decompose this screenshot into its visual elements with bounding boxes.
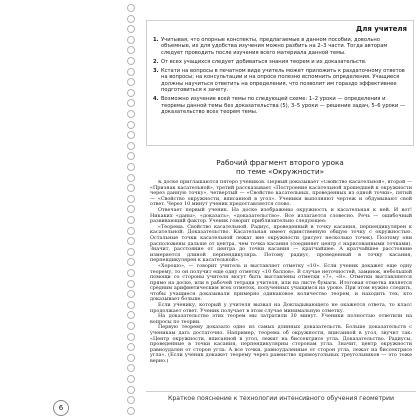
paragraph: Первую теорему доказало одно из самых длинных доказательств. Больше доказательств с ученикам дать достаточно. Например, теорема об окружности, вписанной в угол, звучит так: «Центр окружности, вписанной в угол, лежит на биссектрисе угла. Доказательство. Радиусы, проведенные в точки касания, перпендикулярны сторонам угла. Значит, центр окружности равноудален от сторон угла. А все точки, равноудаленные от сторон угла, лежат на биссектрисе угла». (Если ученик докажет теорему через равенство прямоугольных треугольников — это тоже верно.) bbox=[150, 324, 412, 364]
teacher-note-item bbox=[153, 96, 407, 115]
binder-ring bbox=[127, 99, 135, 107]
binder-ring bbox=[127, 174, 135, 182]
binder-ring bbox=[127, 68, 135, 76]
binder-ring bbox=[127, 237, 135, 245]
item-text: Возможно изучение всей темы по следующей схеме: 1–2 уроки — определения и теоремы данной темы без доказательства (5), 3–5 уроки — решение задач, 5–6 уроки — доказательство всех теорем темы. bbox=[161, 96, 406, 115]
binder-ring bbox=[127, 269, 135, 277]
binder-ring bbox=[127, 4, 135, 12]
binder-ring bbox=[127, 110, 135, 118]
page-footer: Краткое пояснение к технологии интенсивного обучения геометрии bbox=[146, 391, 416, 402]
binder-ring bbox=[127, 386, 135, 394]
item-number: 3. bbox=[153, 68, 159, 75]
binder-ring bbox=[127, 280, 135, 288]
teacher-note-item bbox=[153, 37, 407, 56]
binder-ring bbox=[127, 205, 135, 213]
binder-ring bbox=[127, 248, 135, 256]
binder-ring bbox=[127, 396, 135, 404]
binder-ring bbox=[127, 152, 135, 160]
paragraph: «Теорема. Свойство касательной. Радиус, проведенный в точку касания, перпендикулярен к касательной. Доказательство. Касательная имеет единственную общую точку с окружностью. Остальные точки касательной лежат вне окружности (рисует несколько точек). Поэтому они расположены дальше от центра, чем точка касания (соединяет центр с нарисованными точками). Значит, расстояние от центра до точки касания — кратчайшее. А кратчайшее расстояние измеряется длиной перпендикуляра. Потому радиус, проведенный в точку касания, перпендикулярен к касательной». bbox=[150, 223, 412, 264]
teacher-note-list bbox=[153, 37, 407, 115]
binder-ring bbox=[127, 258, 135, 266]
binder-ring bbox=[127, 333, 135, 341]
binder-ring bbox=[127, 301, 135, 309]
binder-ring bbox=[127, 364, 135, 372]
section-title: Рабочий фрагмент второго урока по теме «Окружности» bbox=[216, 158, 344, 176]
item-text: От всех учащихся следует добиваться знания теорем и их доказательств. bbox=[161, 58, 367, 65]
item-text: Учитывая, что опорные конспекты, предлагаемые в данном пособии, довольно объемные, их для удобства изучения можно разбить на 2–3 части. Тогда авторам следует проводить после изучения всего материала данной темы. bbox=[161, 37, 388, 56]
binder-ring bbox=[127, 195, 135, 203]
item-number: 2. bbox=[153, 58, 159, 65]
binder-ring bbox=[127, 163, 135, 171]
paragraph: Отвечает первый ученик. На доске изображены окружность и касательная к ней. И вот! Никаких «даны», «доказать», «доказательство». Все излагается словесно. Речь — ошибочный развивающий фактор. Ученик говорит приблизительно следующее: bbox=[150, 206, 412, 225]
binder-ring bbox=[127, 354, 135, 362]
teacher-note-title: Для учителя bbox=[356, 25, 407, 33]
binder-ring bbox=[127, 57, 135, 65]
binder-ring bbox=[127, 15, 135, 23]
teacher-note-item bbox=[153, 59, 407, 65]
binder-ring bbox=[127, 121, 135, 129]
binder-ring bbox=[127, 227, 135, 235]
paragraph: К доске приглашаются пятеро учеников. Первый доказывает «Свойство касательной», второй — «Признак касательной», третий рассказывает «Построение касательной прошедшей к окружности через данную точку», четвертый — «Свойство касательных, проведенных из одной точки», пятый — «Свойство окружности, вписанной в угол». Ученики выполняют чертеж и обдумывают свой ответ. Через 10 минут ученик предоставляется слово. bbox=[150, 180, 412, 208]
binder-ring bbox=[127, 407, 135, 415]
item-text: Кстати на вопросы в печатном виде учитель может приложить к раздаточному ответов на вопросы; на консультации и на опросе полезно вспомнить определения. Учащиеся должны научиться ответить на определения, что позволит им гораздо эффективнее подготовиться к зачету. bbox=[161, 68, 405, 94]
binder-ring bbox=[127, 322, 135, 330]
binder-ring bbox=[127, 36, 135, 44]
binder-rings bbox=[127, 0, 135, 420]
item-number: 4. bbox=[153, 96, 159, 103]
binder-ring bbox=[127, 46, 135, 54]
item-number: 1. bbox=[153, 37, 159, 43]
binder-ring bbox=[127, 311, 135, 319]
binder-ring bbox=[127, 184, 135, 192]
teacher-note-item bbox=[153, 68, 407, 93]
binder-ring bbox=[127, 216, 135, 224]
body-text bbox=[150, 180, 412, 386]
binder-ring bbox=[127, 375, 135, 383]
binder-ring bbox=[127, 78, 135, 86]
binder-ring bbox=[127, 343, 135, 351]
binder-ring bbox=[127, 131, 135, 139]
paragraph: Если ученику, который у учителя вызвал на Докладывающего не окажется ответа, то класс продолжает ответ. Ученик получает в этом случае минимальную отметку. bbox=[150, 302, 412, 314]
binder-ring bbox=[127, 89, 135, 97]
binder-ring bbox=[127, 142, 135, 150]
paragraph: «Хорошо», — говорит учитель и выставляет отметку «10». Если ученик докажет еще одну теорему, то он получит еще одну отметку «10 баллов». В случае неточностей, заминок, небольшой помощи со стороны учителя могут быть выставлены отметки «7», «8». Отметки выставляются прямо на доске, или в рабочей тетради учителя, или на листе бумаги. Итоговая отметка является средним арифметическим всех отметок, полученных учащимся на уроке. При этом нужно следить, чтобы учащиеся доказывали примерно одинаковое количество теорем, и находить тех, кто доказывает больше. bbox=[150, 262, 412, 303]
binder-ring bbox=[127, 290, 135, 298]
binder-ring bbox=[127, 25, 135, 33]
page-number: 6 bbox=[53, 400, 69, 416]
paragraph: На доказательство этих теорем мы затратили 30 минут. Ученики полностью ответили на вопросы по теории. bbox=[150, 313, 412, 325]
teacher-note-box bbox=[146, 20, 414, 146]
